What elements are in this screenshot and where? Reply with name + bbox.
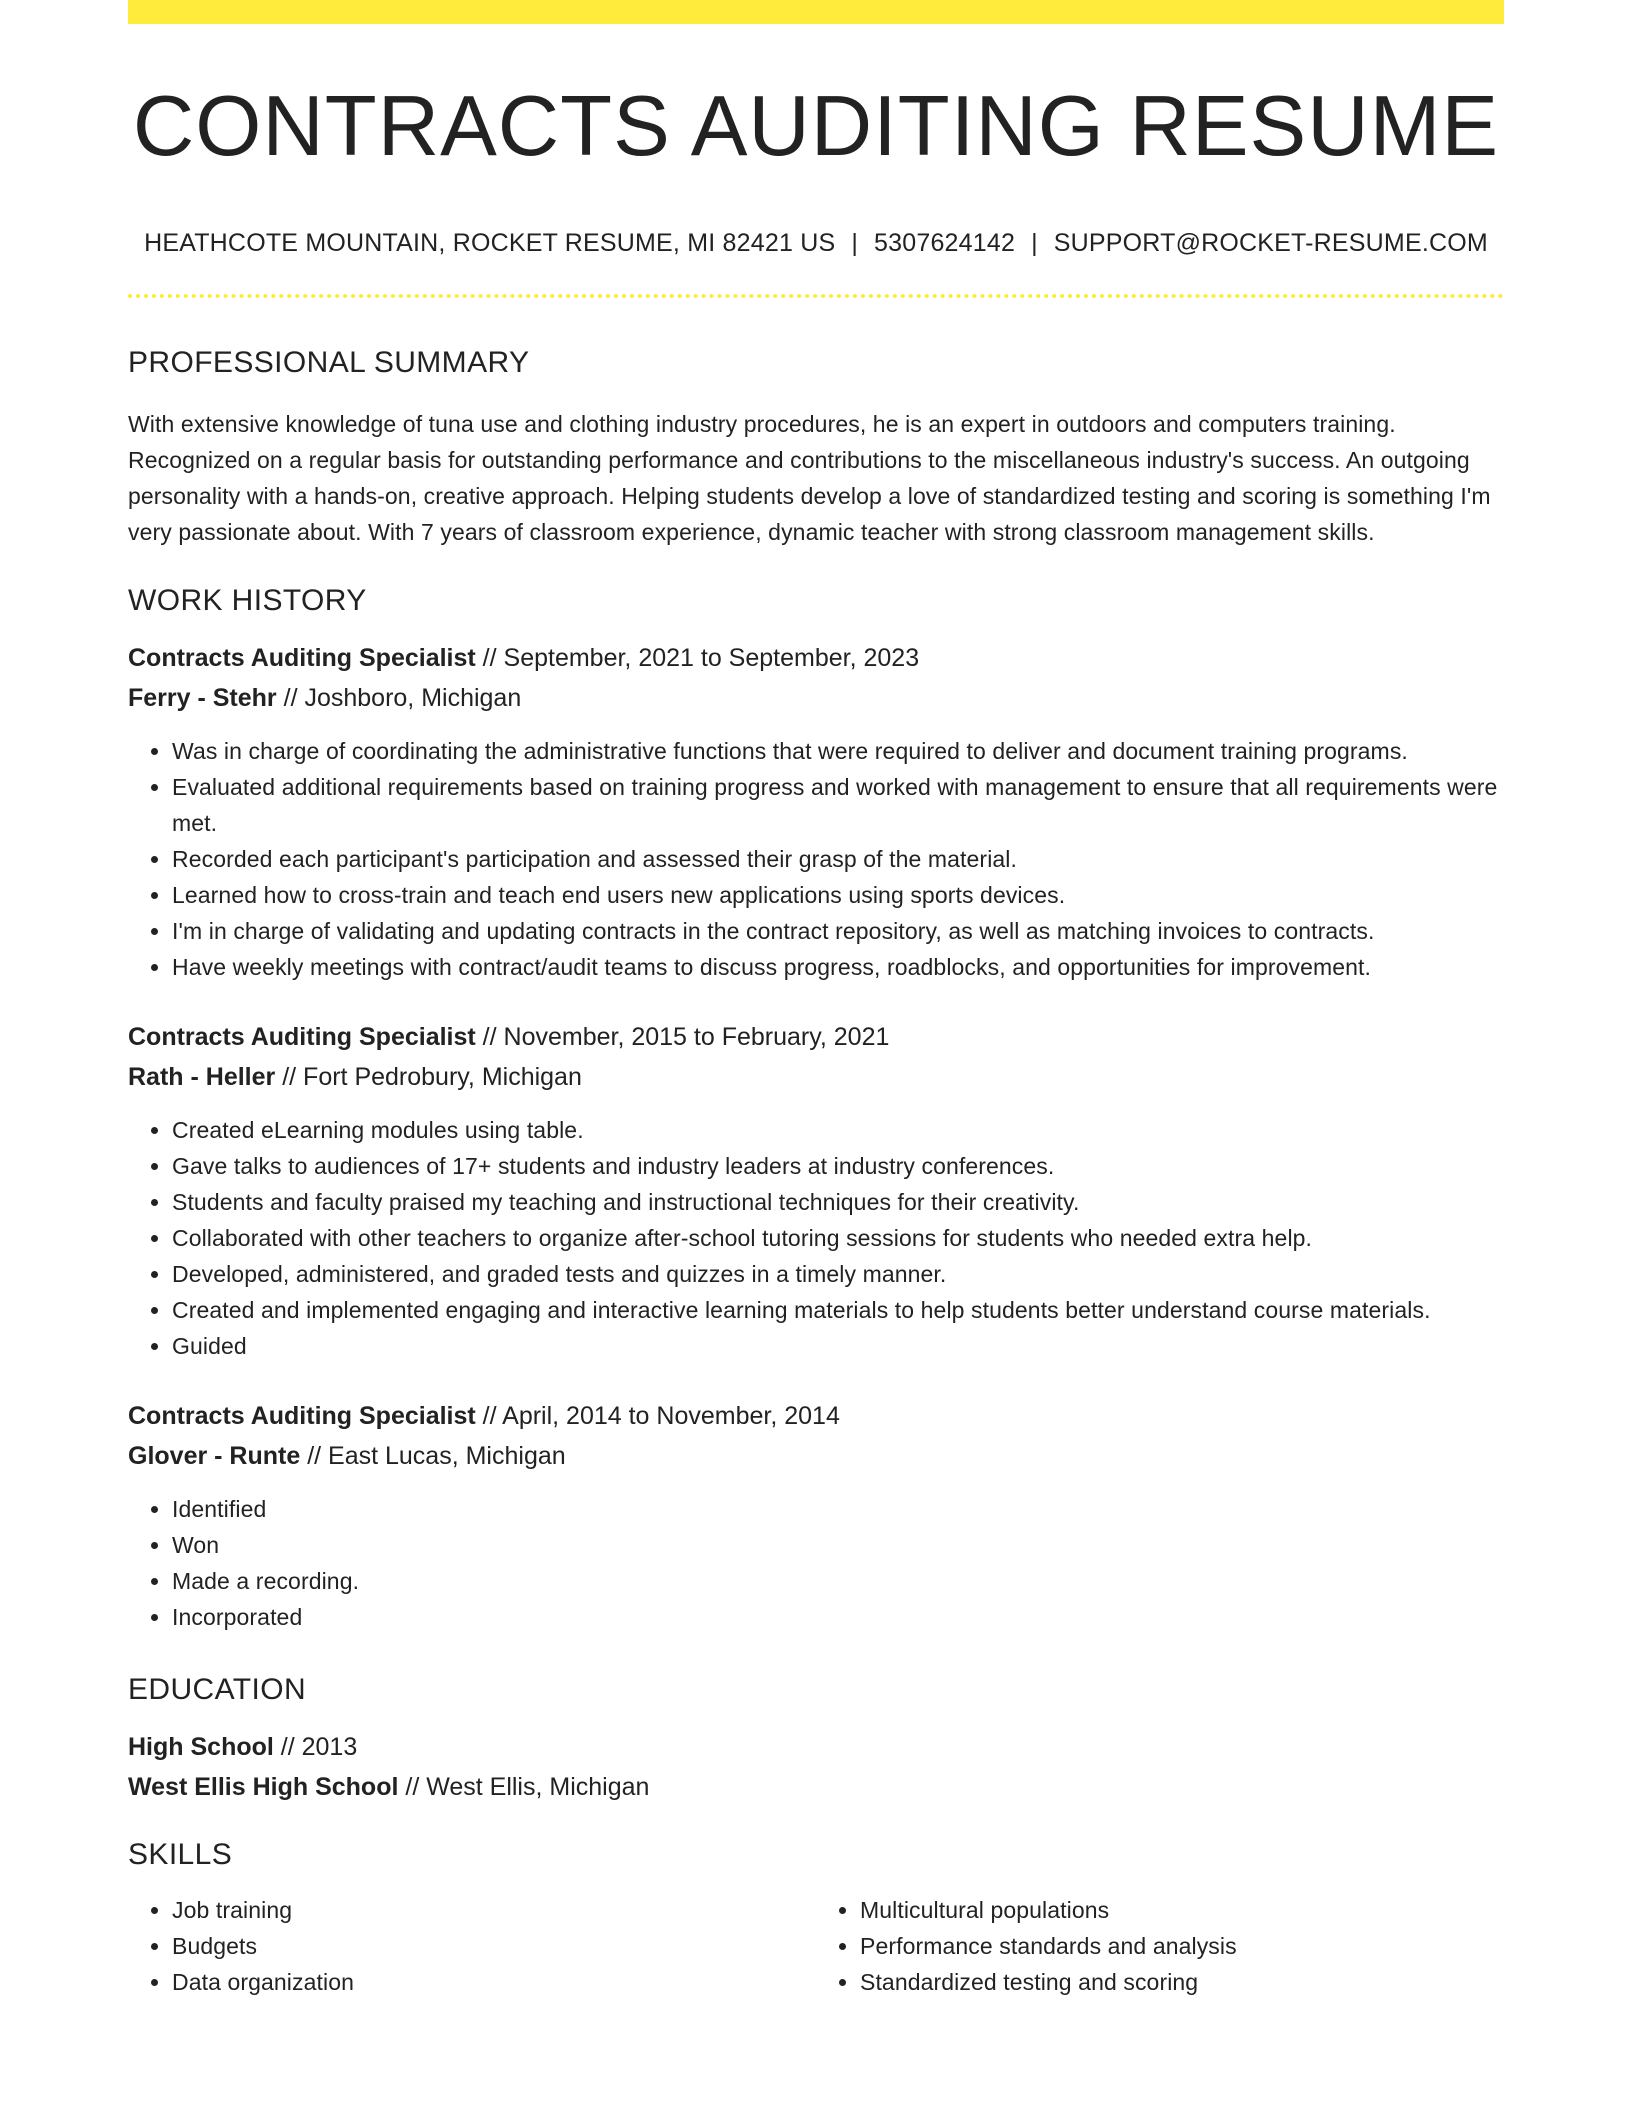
job-bullets: [128, 1112, 1504, 1364]
resume-page: [128, 0, 1504, 2000]
job-company-line: [128, 686, 1504, 711]
contact-phone: 5307624142: [874, 229, 1016, 257]
skill-item: • Multicultural populations: [860, 1892, 1504, 1928]
job-location: // Joshboro, Michigan: [276, 684, 522, 712]
job-entry: [128, 1404, 1504, 1635]
skills-column-left: [128, 1892, 816, 2000]
job-company: Ferry - Stehr: [128, 684, 277, 712]
skill-item: • Data organization: [172, 1964, 816, 2000]
job-title: Contracts Auditing Specialist: [128, 1023, 476, 1051]
skills-column-right: [816, 1892, 1504, 2000]
job-dates: // September, 2021 to September, 2023: [475, 644, 920, 672]
job-title: Contracts Auditing Specialist: [128, 644, 476, 672]
list-item: • Guided: [172, 1328, 1504, 1364]
job-company-line: [128, 1444, 1504, 1469]
list-item: • Learned how to cross-train and teach end users new applications using sports devices.: [172, 877, 1504, 913]
education-year: // 2013: [273, 1733, 358, 1761]
contact-separator: |: [1031, 229, 1038, 257]
contact-email: SUPPORT@ROCKET-RESUME.COM: [1053, 229, 1488, 257]
list-item: • Developed, administered, and graded tests and quizzes in a timely manner.: [172, 1256, 1504, 1292]
list-item: • Created eLearning modules using table.: [172, 1112, 1504, 1148]
dotted-divider: [128, 294, 1504, 298]
job-title-line: [128, 646, 1504, 671]
job-entry: [128, 646, 1504, 985]
contact-address: HEATHCOTE MOUNTAIN, ROCKET RESUME, MI 82421 US: [144, 229, 836, 257]
skill-item: • Job training: [172, 1892, 816, 1928]
education-heading: EDUCATION: [128, 1673, 307, 1706]
list-item: • I'm in charge of validating and updating contracts in the contract repository, as well as matching invoices to contracts.: [172, 913, 1504, 949]
resume-title: CONTRACTS AUDITING RESUME: [132, 79, 1500, 174]
list-item: • Created and implemented engaging and interactive learning materials to help students better understand course materials.: [172, 1292, 1504, 1328]
job-bullets: [128, 733, 1504, 985]
summary-heading: PROFESSIONAL SUMMARY: [128, 346, 530, 379]
job-company: Glover - Runte: [128, 1442, 301, 1470]
contact-separator: |: [851, 229, 859, 257]
list-item: • Collaborated with other teachers to organize after-school tutoring sessions for students who needed extra help.: [172, 1220, 1504, 1256]
work-history-heading: WORK HISTORY: [128, 584, 367, 617]
job-title: Contracts Auditing Specialist: [128, 1402, 476, 1430]
skills-heading: SKILLS: [128, 1838, 233, 1871]
list-item: • Evaluated additional requirements based on training progress and worked with management to ensure that all requirements were met.: [172, 769, 1504, 841]
skills-grid: [128, 1892, 1504, 2000]
job-entry: [128, 1025, 1504, 1364]
job-title-line: [128, 1404, 1504, 1429]
job-bullets: [128, 1491, 1504, 1635]
list-item: • Have weekly meetings with contract/audit teams to discuss progress, roadblocks, and opportunities for improvement.: [172, 949, 1504, 985]
job-company: Rath - Heller: [128, 1063, 276, 1091]
job-location: // Fort Pedrobury, Michigan: [275, 1063, 582, 1091]
summary-text: With extensive knowledge of tuna use and clothing industry procedures, he is an expert in outdoors and computers training. Recognized on a regular basis for outstanding performance and contributions to the miscellaneous industry's success. An outgoing personality with a hands-on, creative approach. Helping students develop a love of standardized testing and scoring is something I'm very passionate about. With 7 years of classroom experience, dynamic teacher with strong classroom management skills.: [128, 411, 1491, 545]
skill-item: • Budgets: [172, 1928, 816, 1964]
education-location: // West Ellis, Michigan: [398, 1773, 650, 1801]
job-location: // East Lucas, Michigan: [300, 1442, 566, 1470]
skill-item: • Performance standards and analysis: [860, 1928, 1504, 1964]
skill-item: • Standardized testing and scoring: [860, 1964, 1504, 2000]
education-school-line: [128, 1775, 1504, 1800]
list-item: • Won: [172, 1527, 1504, 1563]
education-school: West Ellis High School: [128, 1773, 399, 1801]
job-title-line: [128, 1025, 1504, 1050]
job-dates: // November, 2015 to February, 2021: [475, 1023, 890, 1051]
list-item: • Students and faculty praised my teaching and instructional techniques for their creativity.: [172, 1184, 1504, 1220]
education-degree: High School: [128, 1733, 274, 1761]
list-item: • Recorded each participant's participation and assessed their grasp of the material.: [172, 841, 1504, 877]
accent-top-bar: [128, 0, 1504, 24]
list-item: • Made a recording.: [172, 1563, 1504, 1599]
list-item: • Incorporated: [172, 1599, 1504, 1635]
list-item: • Was in charge of coordinating the administrative functions that were required to deliver and document training programs.: [172, 733, 1504, 769]
education-degree-line: [128, 1735, 1504, 1760]
job-company-line: [128, 1065, 1504, 1090]
contact-line: [128, 231, 1504, 256]
list-item: • Identified: [172, 1491, 1504, 1527]
list-item: • Gave talks to audiences of 17+ students and industry leaders at industry conferences.: [172, 1148, 1504, 1184]
job-dates: // April, 2014 to November, 2014: [475, 1402, 840, 1430]
